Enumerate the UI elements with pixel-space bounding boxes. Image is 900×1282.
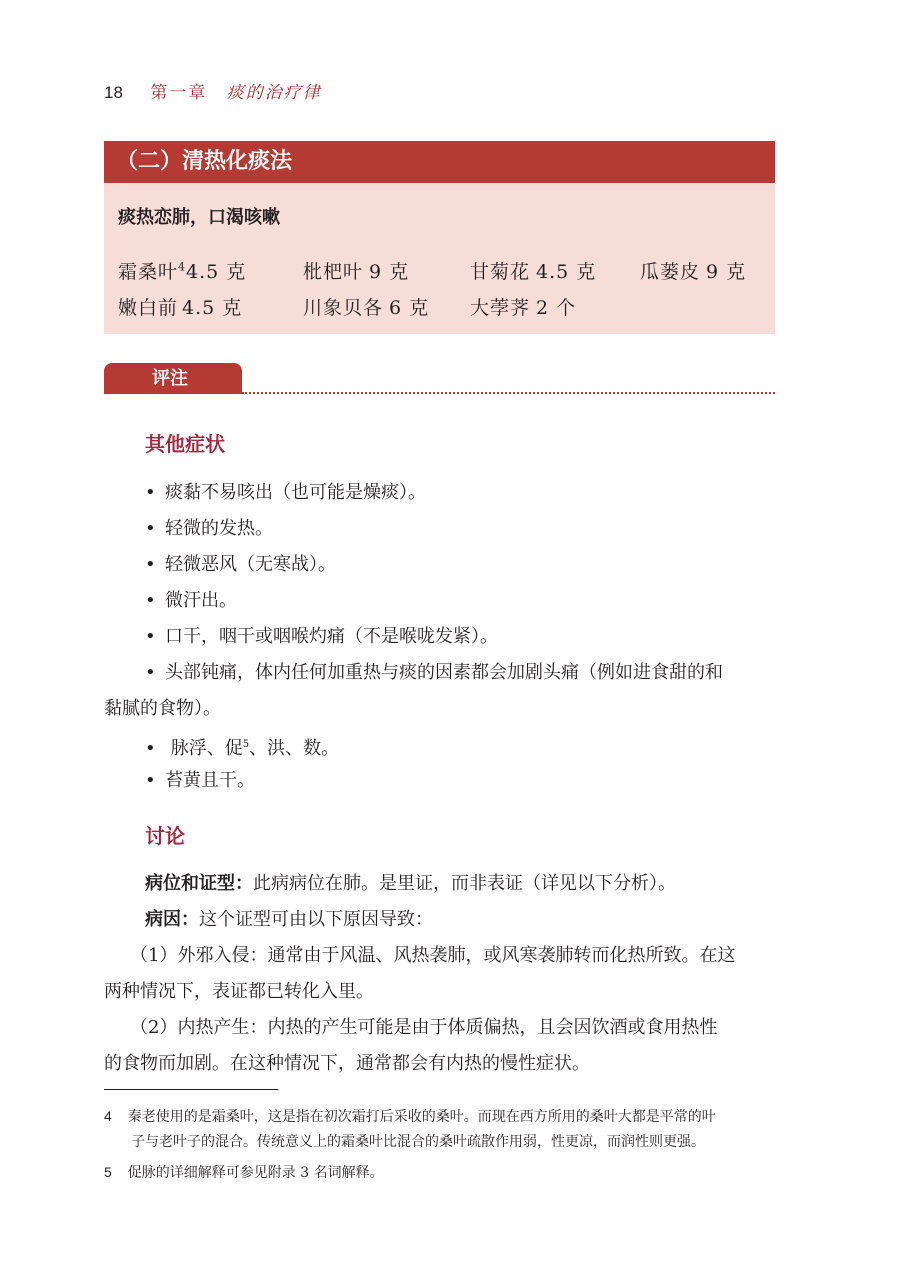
comment-tag: 评注 xyxy=(104,363,242,394)
footnote-rule xyxy=(104,1089,278,1090)
discussion-cause: 病因：这个证型可由以下原因导致： xyxy=(145,909,433,930)
herb-item: 瓜蒌皮 9 克 xyxy=(640,261,747,283)
tag-underline xyxy=(104,392,242,394)
footnote-ref: 5 xyxy=(242,739,250,750)
list-item: • 轻微恶风（无寒战）。 xyxy=(145,547,336,583)
list-item-continuation: 黏腻的食物）。 xyxy=(104,698,221,719)
herb-item: 嫩白前 4.5 克 xyxy=(118,297,243,319)
list-item: • 头部钝痛，体内任何加重热与痰的因素都会加剧头痛（例如进食甜的和 xyxy=(145,655,723,691)
list-item: • 苔黄且干。 xyxy=(145,763,255,799)
footnote-5: 5 促脉的详细解释可参见附录 3 名词解释。 xyxy=(104,1164,384,1181)
list-item: • 脉浮、促$^5$、洪、数。 xyxy=(145,727,339,767)
footnote-4-line-2: 子与老叶子的混合。传统意义上的霜桑叶比混合的桑叶疏散作用弱，性更凉，而润性则更强。 xyxy=(131,1134,705,1150)
formula-box xyxy=(104,141,775,334)
herb-item: 甘菊花 4.5 克 xyxy=(470,261,597,283)
herb-item: 大荸荠 2 个 xyxy=(470,297,577,319)
discussion-heading: 讨论 xyxy=(145,824,185,848)
dotted-divider xyxy=(242,392,775,394)
cause-2-line-2: 的食物而加剧。在这种情况下，通常都会有内热的慢性症状。 xyxy=(104,1053,590,1074)
chapter-title: 痰的治疗律 xyxy=(226,83,322,103)
cause-1-line-2: 两种情况下，表证都已转化入里。 xyxy=(104,981,374,1002)
footnote-4: 4 秦老使用的是霜桑叶，这是指在初次霜打后采收的桑叶。而现在西方所用的桑叶大都是平常的叶 xyxy=(104,1108,716,1125)
list-item: • 口干，咽干或咽喉灼痛（不是喉咙发紧）。 xyxy=(145,619,498,655)
chapter-label: 第一章 xyxy=(150,83,208,103)
cause-1-line-1: （1）外邪入侵：通常由于风温、风热袭肺，或风寒袭肺转而化热所致。在这 xyxy=(130,945,736,966)
list-item: • 痰黏不易咳出（也可能是燥痰）。 xyxy=(145,475,426,511)
herb-item: 川象贝各 6 克 xyxy=(303,297,430,319)
formula-subtitle: 痰热恋肺，口渴咳嗽 xyxy=(118,207,280,228)
list-item: • 轻微的发热。 xyxy=(145,511,273,547)
running-header xyxy=(104,78,322,103)
cause-2-line-1: （2）内热产生：内热的产生可能是由于体质偏热，且会因饮酒或食用热性 xyxy=(130,1017,718,1038)
list-item: • 微汗出。 xyxy=(145,583,237,619)
page-number: 18 xyxy=(104,83,123,102)
symptoms-heading: 其他症状 xyxy=(145,432,225,456)
formula-title: （二）清热化痰法 xyxy=(104,141,775,183)
herb-item: 枇杷叶 9 克 xyxy=(303,261,410,283)
discussion-location: 病位和证型：此病病位在肺。是里证，而非表证（详见以下分析）。 xyxy=(145,873,676,894)
herb-item: 霜桑叶$^4$4.5 克 xyxy=(118,260,247,283)
